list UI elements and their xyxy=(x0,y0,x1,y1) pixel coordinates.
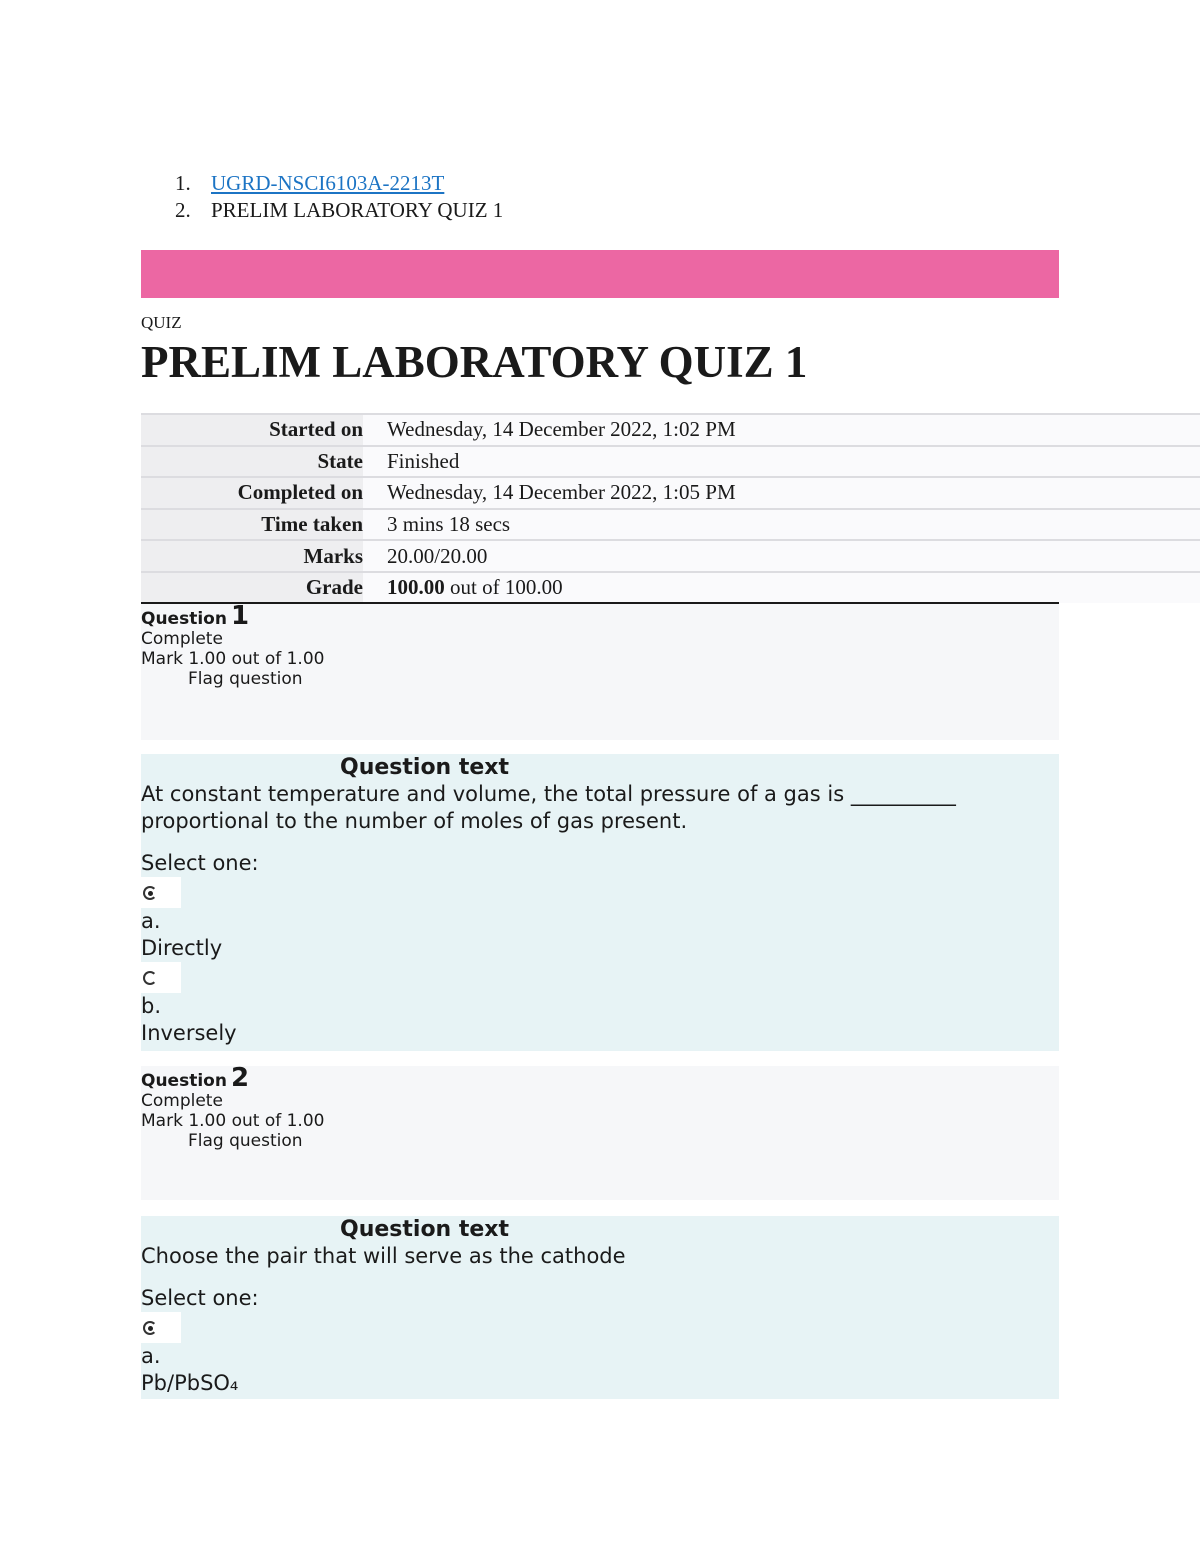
summary-label: Completed on xyxy=(141,478,363,508)
question-text: At constant temperature and volume, the total pressure of a gas is __________ proportional to the number of moles of gas present. xyxy=(141,782,956,833)
question-content-2 xyxy=(141,1216,1059,1399)
summary-value: 20.00/20.00 xyxy=(363,541,1200,571)
list-number: 2. xyxy=(175,198,191,222)
question-state: Complete xyxy=(141,629,223,649)
summary-row-started xyxy=(141,413,1200,445)
select-one-label: Select one: xyxy=(141,1286,259,1310)
summary-value: Wednesday, 14 December 2022, 1:02 PM xyxy=(363,415,1200,445)
header-banner xyxy=(141,250,1059,298)
flag-question-link[interactable]: Flag question xyxy=(188,1131,303,1151)
option-letter: b. xyxy=(141,994,162,1018)
summary-label: Started on xyxy=(141,415,363,445)
question-label: Question xyxy=(141,609,227,629)
option-text: Pb/PbSO₄ xyxy=(141,1371,239,1395)
select-one-label: Select one: xyxy=(141,851,259,875)
question-info-2 xyxy=(141,1063,1059,1200)
question-text-heading: Question text xyxy=(340,1217,510,1242)
summary-value xyxy=(363,573,1200,603)
summary-label: State xyxy=(141,447,363,477)
breadcrumb-current: PRELIM LABORATORY QUIZ 1 xyxy=(211,198,504,222)
attempt-summary-table xyxy=(141,413,1200,603)
summary-value: Wednesday, 14 December 2022, 1:05 PM xyxy=(363,478,1200,508)
option-text: Inversely xyxy=(141,1021,237,1045)
summary-row-time xyxy=(141,508,1200,540)
summary-value: Finished xyxy=(363,447,1200,477)
option-text: Directly xyxy=(141,936,223,960)
page-title: PRELIM LABORATORY QUIZ 1 xyxy=(141,337,808,387)
question-text: Choose the pair that will serve as the cathode xyxy=(141,1244,626,1268)
question-label: Question xyxy=(141,1071,227,1091)
summary-value: 3 mins 18 secs xyxy=(363,510,1200,540)
question-number: 2 xyxy=(230,1063,250,1093)
summary-row-grade xyxy=(141,571,1200,603)
summary-row-completed xyxy=(141,476,1200,508)
question-mark: Mark 1.00 out of 1.00 xyxy=(141,1111,325,1131)
option-b-radio[interactable] xyxy=(141,962,181,993)
question-state: Complete xyxy=(141,1091,223,1111)
summary-row-state xyxy=(141,445,1200,477)
breadcrumb xyxy=(141,170,503,224)
radio-checked-icon xyxy=(143,886,157,900)
grade-total: out of 100.00 xyxy=(444,575,563,600)
flag-question-link[interactable]: Flag question xyxy=(188,669,303,689)
summary-label: Marks xyxy=(141,541,363,571)
option-letter: a. xyxy=(141,909,161,933)
radio-unchecked-icon xyxy=(143,971,157,985)
option-letter: a. xyxy=(141,1344,161,1368)
grade-score: 100.00 xyxy=(387,575,445,600)
summary-label: Time taken xyxy=(141,510,363,540)
question-content-1 xyxy=(141,754,1059,1051)
question-mark: Mark 1.00 out of 1.00 xyxy=(141,649,325,669)
option-a-radio[interactable] xyxy=(141,877,181,908)
radio-checked-icon xyxy=(143,1321,157,1335)
breadcrumb-item-course xyxy=(141,170,503,197)
summary-label: Grade xyxy=(141,573,363,603)
course-link[interactable]: UGRD-NSCI6103A-2213T xyxy=(211,171,445,195)
question-number: 1 xyxy=(230,601,250,631)
breadcrumb-item-quiz xyxy=(141,197,503,224)
question-info-1 xyxy=(141,601,1059,740)
option-a-radio[interactable] xyxy=(141,1312,181,1343)
list-number: 1. xyxy=(175,171,191,195)
question-text-heading: Question text xyxy=(340,755,510,780)
activity-type-label: QUIZ xyxy=(141,313,182,332)
summary-row-marks xyxy=(141,539,1200,571)
